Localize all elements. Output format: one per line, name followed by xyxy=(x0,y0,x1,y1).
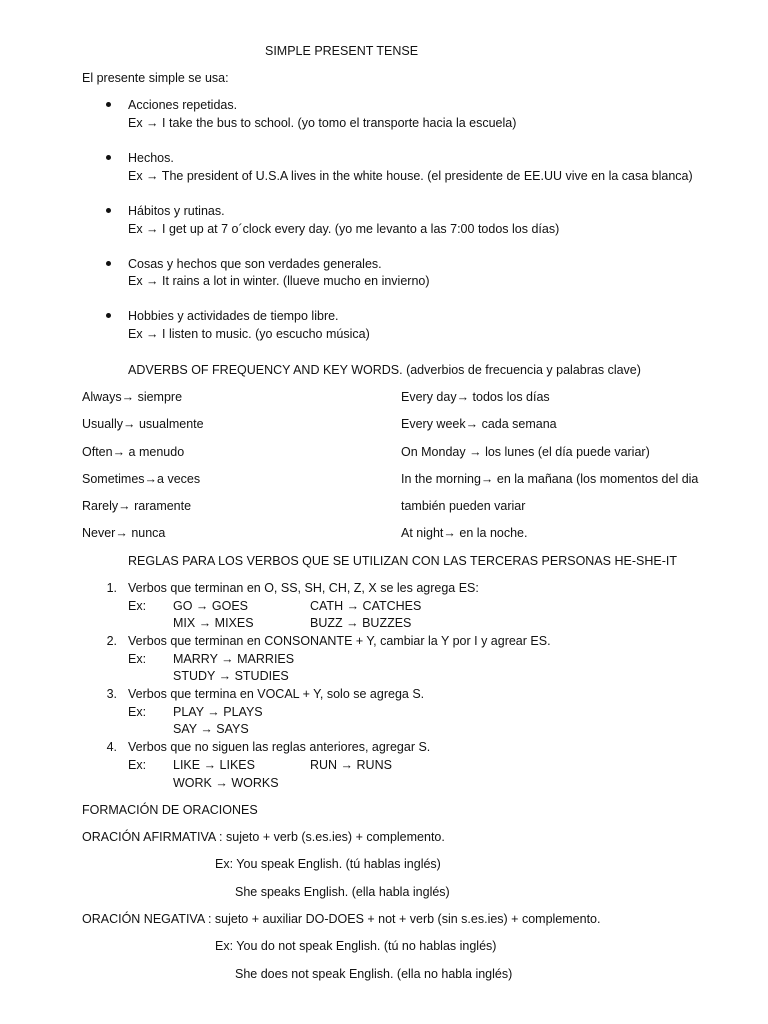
use-example: Ex → It rains a lot in winter. (llueve mucho en invierno) xyxy=(128,274,430,288)
bullet-icon xyxy=(106,208,111,213)
affirmative-rule: ORACIÓN AFIRMATIVA : sujeto + verb (s.es.ies) + complemento. xyxy=(82,830,445,844)
adverb-item: Sometimes→a veces xyxy=(82,472,201,486)
use-heading: Acciones repetidas. xyxy=(128,98,238,112)
use-heading: Cosas y hechos que son verdades generales. xyxy=(128,257,382,271)
rule-example: GO → GOES xyxy=(173,599,249,613)
adverb-item: Usually→ usualmente xyxy=(82,417,204,431)
rule-text: Verbos que terminan en CONSONANTE + Y, cambiar la Y por I y agrear ES. xyxy=(128,634,551,648)
negative-example: She does not speak English. (ella no habla inglés) xyxy=(235,967,513,981)
ex-label: Ex: xyxy=(128,652,147,666)
rule-text: Verbos que terminan en O, SS, SH, CH, Z, X se les agrega ES: xyxy=(128,581,479,595)
keyword-item: también pueden variar xyxy=(401,499,526,513)
intro-text: El presente simple se usa: xyxy=(82,71,229,85)
adverb-item: Often→ a menudo xyxy=(82,445,185,459)
adverbs-heading: ADVERBS OF FREQUENCY AND KEY WORDS. (adverbios de frecuencia y palabras clave) xyxy=(128,363,641,377)
use-example: Ex → I take the bus to school. (yo tomo el transporte hacia la escuela) xyxy=(128,116,517,130)
affirmative-example: She speaks English. (ella habla inglés) xyxy=(235,885,450,899)
use-heading: Hábitos y rutinas. xyxy=(128,204,225,218)
keyword-item: On Monday → los lunes (el día puede variar) xyxy=(401,445,650,459)
keyword-item: In the morning→ en la mañana (los momentos del dia xyxy=(401,472,699,486)
bullet-icon xyxy=(106,155,111,160)
rule-example: LIKE → LIKES xyxy=(173,758,255,772)
negative-rule: ORACIÓN NEGATIVA : sujeto + auxiliar DO-DOES + not + verb (sin s.es.ies) + complemento. xyxy=(82,912,601,926)
rule-number: 1. xyxy=(106,581,117,595)
ex-label: Ex: xyxy=(128,599,147,613)
rule-text: Verbos que no siguen las reglas anteriores, agregar S. xyxy=(128,740,431,754)
adverb-item: Rarely→ raramente xyxy=(82,499,192,513)
rule-example: SAY → SAYS xyxy=(173,722,249,736)
rule-example: MARRY → MARRIES xyxy=(173,652,295,666)
adverb-item: Always→ siempre xyxy=(82,390,183,404)
use-heading: Hechos. xyxy=(128,151,174,165)
use-example: Ex → The president of U.S.A lives in the white house. (el presidente de EE.UU vive en la casa blanca) xyxy=(128,169,693,183)
rule-number: 2. xyxy=(106,634,117,648)
rule-example: WORK → WORKS xyxy=(173,776,279,790)
bullet-icon xyxy=(106,102,111,107)
rule-number: 4. xyxy=(106,740,117,754)
bullet-icon xyxy=(106,261,111,266)
use-example: Ex → I listen to music. (yo escucho música) xyxy=(128,327,370,341)
use-example: Ex → I get up at 7 o´clock every day. (yo me levanto a las 7:00 todos los días) xyxy=(128,222,560,236)
rule-example: MIX → MIXES xyxy=(173,616,254,630)
rule-example: RUN → RUNS xyxy=(310,758,392,772)
keyword-item: Every week→ cada semana xyxy=(401,417,557,431)
page-title: SIMPLE PRESENT TENSE xyxy=(265,44,419,58)
rule-number: 3. xyxy=(106,687,117,701)
rule-text: Verbos que termina en VOCAL + Y, solo se agrega S. xyxy=(128,687,425,701)
use-heading: Hobbies y actividades de tiempo libre. xyxy=(128,309,339,323)
ex-label: Ex: xyxy=(128,758,147,772)
rule-example: STUDY → STUDIES xyxy=(173,669,289,683)
rules-heading: REGLAS PARA LOS VERBOS QUE SE UTILIZAN CON LAS TERCERAS PERSONAS HE-SHE-IT xyxy=(128,554,677,568)
rule-example: CATH → CATCHES xyxy=(310,599,422,613)
bullet-icon xyxy=(106,313,111,318)
affirmative-example: Ex: You speak English. (tú hablas inglés) xyxy=(215,857,441,871)
rule-example: BUZZ → BUZZES xyxy=(310,616,412,630)
keyword-item: Every day→ todos los días xyxy=(401,390,550,404)
ex-label: Ex: xyxy=(128,705,147,719)
adverb-item: Never→ nunca xyxy=(82,526,166,540)
negative-example: Ex: You do not speak English. (tú no hablas inglés) xyxy=(215,939,497,953)
keyword-item: At night→ en la noche. xyxy=(401,526,528,540)
rule-example: PLAY → PLAYS xyxy=(173,705,263,719)
formation-heading: FORMACIÓN DE ORACIONES xyxy=(82,803,258,817)
